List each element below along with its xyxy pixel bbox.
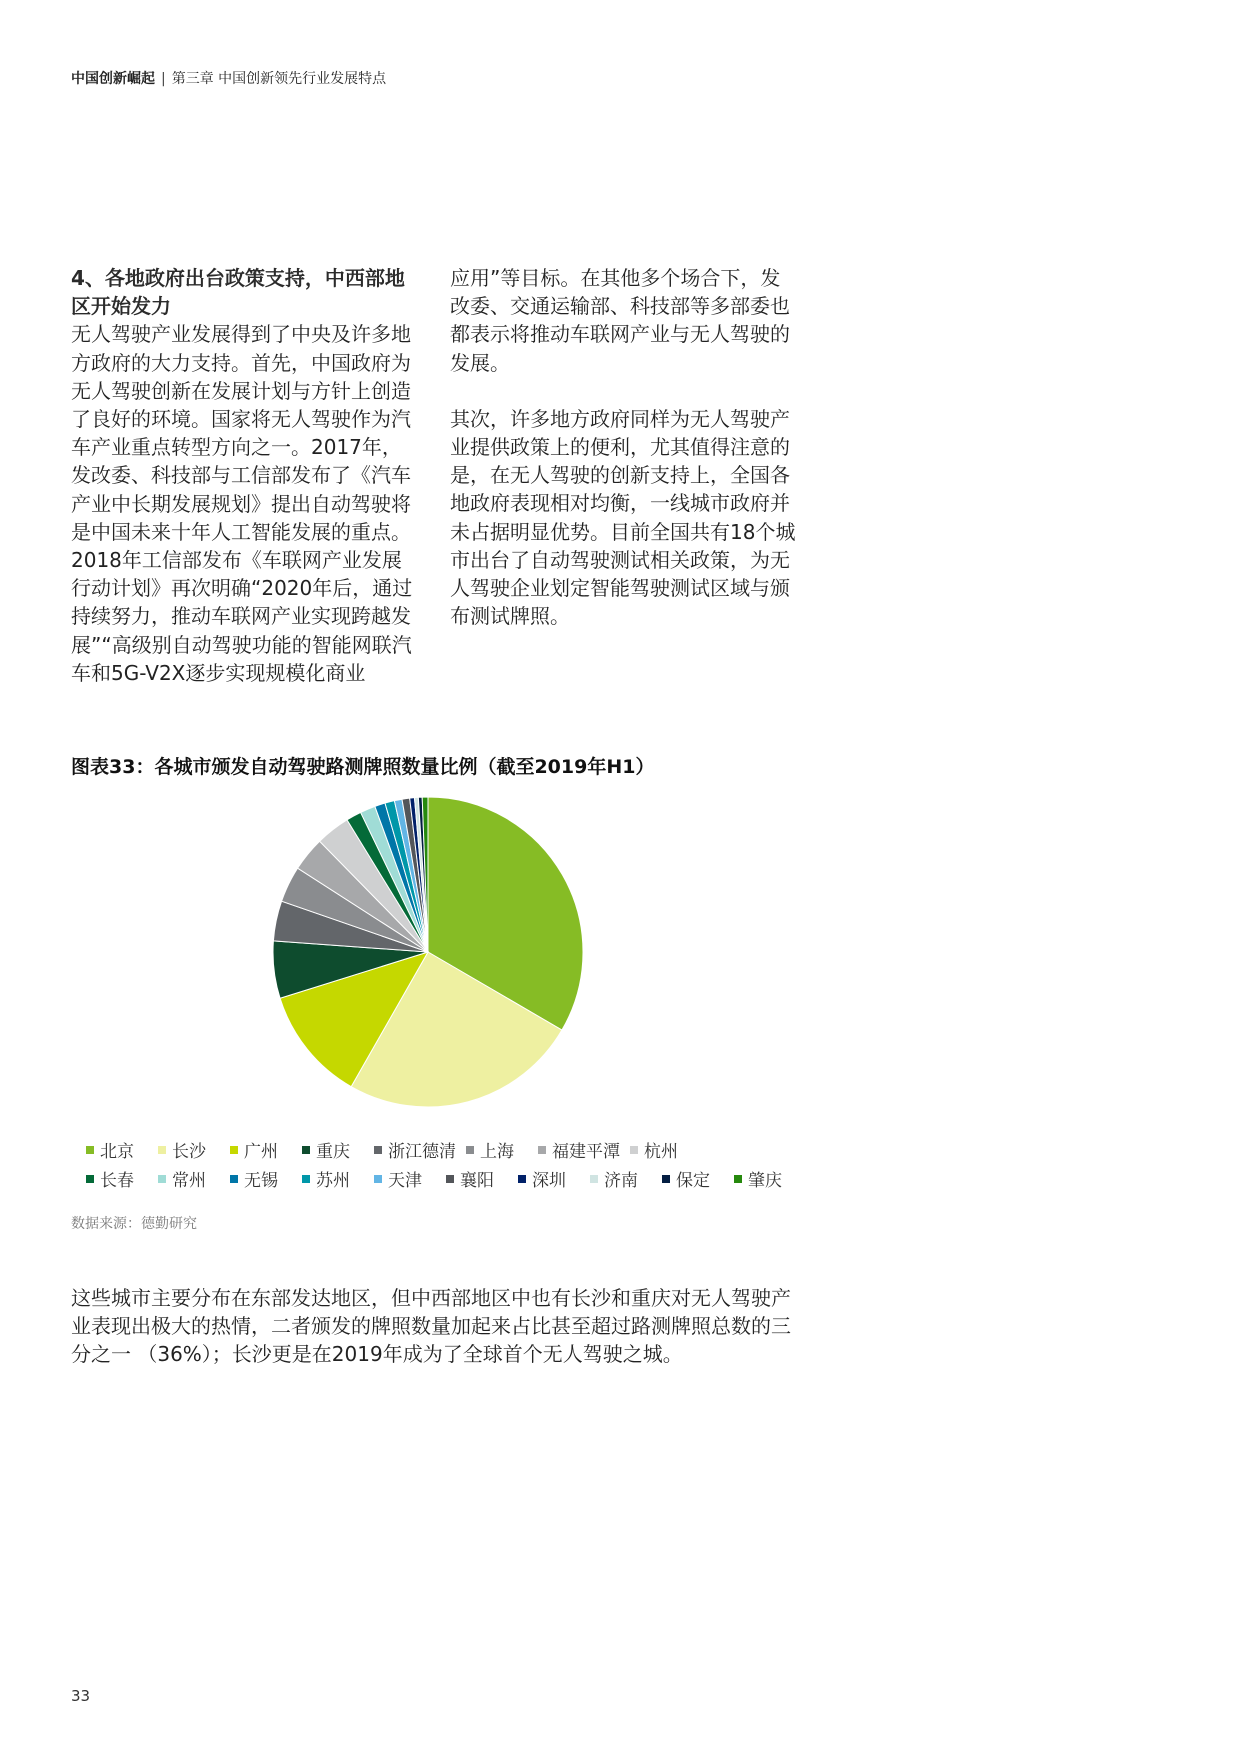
- legend-item: [86, 1166, 158, 1191]
- right-paragraph-1: 应用”等目标。在其他多个场合下，发改委、交通运输部、科技部等多部委也都表示将推动车联网产业与无人驾驶的发展。: [450, 266, 790, 375]
- legend-item: [374, 1137, 466, 1162]
- legend-swatch: [86, 1146, 94, 1154]
- legend-swatch: [374, 1175, 382, 1183]
- legend-label: 天津: [388, 1171, 422, 1191]
- legend-swatch: [590, 1175, 598, 1183]
- section-heading-line1: 4、各地政府出台政策支持，中西部地: [71, 266, 405, 290]
- legend-swatch: [734, 1175, 742, 1183]
- legend-item: [466, 1137, 538, 1162]
- legend-item: [538, 1137, 630, 1162]
- legend-label: 襄阳: [460, 1171, 494, 1191]
- legend-label: 长沙: [172, 1142, 206, 1162]
- section-heading-line2: 区开始发力: [71, 294, 171, 319]
- legend-item: [374, 1166, 446, 1191]
- bottom-paragraph: 这些城市主要分布在东部发达地区，但中西部地区中也有长沙和重庆对无人驾驶产业表现出极大的热情，二者颁发的牌照数量加起来占比甚至超过路测牌照总数的三分之一 （36%）；长沙更是在2019年成为了全球首个无人驾驶之城。: [71, 1286, 791, 1367]
- legend-label: 长春: [100, 1171, 134, 1191]
- header-brand: 中国创新崛起: [71, 71, 155, 87]
- legend-swatch: [86, 1175, 94, 1183]
- legend-label: 无锡: [244, 1171, 278, 1191]
- chart-title: 图表33：各城市颁发自动驾驶路测牌照数量比例（截至2019年H1）: [71, 756, 655, 778]
- left-paragraph: 无人驾驶产业发展得到了中央及许多地方政府的大力支持。首先，中国政府为无人驾驶创新在发展计划与方针上创造了良好的环境。国家将无人驾驶作为汽车产业重点转型方向之一。2017年，发改委、科技部与工信部发布了《汽车产业中长期发展规划》提出自动驾驶将是中国未来十年人工智能发展的重点。2018年工信部发布《车联网产业发展行动计划》再次明确“2020年后，通过持续努力，推动车联网产业实现跨越发展”“高级别自动驾驶功能的智能网联汽车和5G-V2X逐步实现规模化商业: [71, 322, 413, 685]
- legend-label: 上海: [480, 1142, 514, 1162]
- legend-swatch: [158, 1175, 166, 1183]
- legend-item: [662, 1166, 734, 1191]
- legend-swatch: [466, 1146, 474, 1154]
- legend-swatch: [158, 1146, 166, 1154]
- header-chapter: 第三章 中国创新领先行业发展特点: [171, 71, 387, 87]
- legend-label: 深圳: [532, 1171, 566, 1191]
- legend-label: 北京: [100, 1142, 134, 1162]
- legend-item: [86, 1137, 158, 1162]
- page-number: 33: [71, 1687, 91, 1705]
- legend-swatch: [662, 1175, 670, 1183]
- legend-label: 福建平潭: [552, 1142, 620, 1162]
- legend-swatch: [302, 1175, 310, 1183]
- legend-item: [446, 1166, 518, 1191]
- legend-row: [86, 1135, 806, 1164]
- legend-label: 常州: [172, 1171, 206, 1191]
- legend-label: 广州: [244, 1142, 278, 1162]
- legend-label: 苏州: [316, 1171, 350, 1191]
- legend-label: 重庆: [316, 1142, 350, 1162]
- legend-swatch: [374, 1146, 382, 1154]
- legend-row: [86, 1164, 806, 1193]
- data-source: 数据来源：德勤研究: [71, 1216, 197, 1232]
- legend-swatch: [630, 1146, 638, 1154]
- legend-label: 杭州: [644, 1142, 678, 1162]
- legend-swatch: [538, 1146, 546, 1154]
- legend-item: [302, 1137, 374, 1162]
- legend-item: [734, 1166, 806, 1191]
- legend-label: 济南: [604, 1171, 638, 1191]
- legend-swatch: [518, 1175, 526, 1183]
- legend-item: [302, 1166, 374, 1191]
- chart-legend: [86, 1135, 806, 1193]
- legend-item: [590, 1166, 662, 1191]
- legend-label: 保定: [676, 1171, 710, 1191]
- legend-swatch: [230, 1175, 238, 1183]
- right-paragraph-2: 其次，许多地方政府同样为无人驾驶产业提供政策上的便利，尤其值得注意的是，在无人驾驶的创新支持上，全国各地政府表现相对均衡，一线城市政府并未占据明显优势。目前全国共有18个城市出台了自动驾驶测试相关政策，为无人驾驶企业划定智能驾驶测试区域与颁布测试牌照。: [450, 406, 796, 629]
- legend-item: [158, 1137, 230, 1162]
- header-separator: |: [161, 71, 166, 87]
- legend-label: 肇庆: [748, 1171, 782, 1191]
- legend-swatch: [446, 1175, 454, 1183]
- legend-swatch: [230, 1146, 238, 1154]
- legend-item: [158, 1166, 230, 1191]
- legend-item: [230, 1166, 302, 1191]
- legend-label: 浙江德清: [388, 1142, 456, 1162]
- legend-item: [630, 1137, 702, 1162]
- legend-item: [518, 1166, 590, 1191]
- legend-swatch: [302, 1146, 310, 1154]
- legend-item: [230, 1137, 302, 1162]
